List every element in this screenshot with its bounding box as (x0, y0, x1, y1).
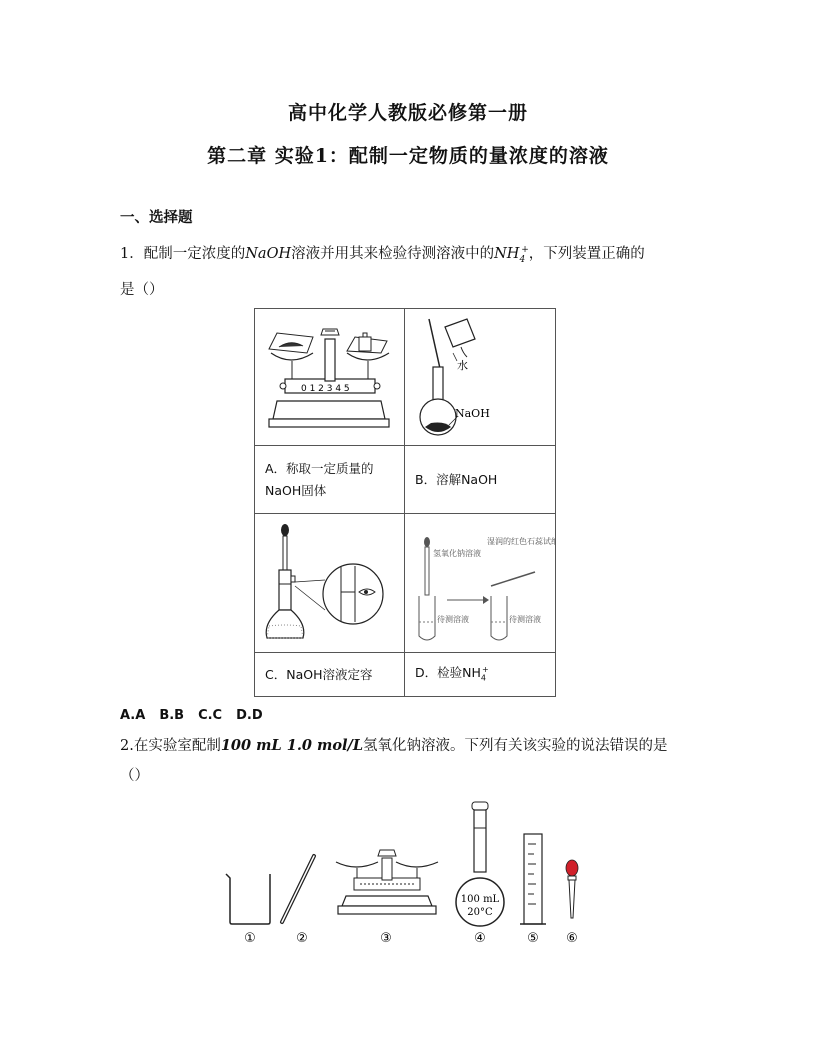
beaker-icon (226, 874, 270, 924)
figure-a-balance (255, 309, 405, 446)
ammonium-test-illustration (405, 514, 555, 648)
q2-text-pre: 2.在实验室配制 (120, 738, 221, 754)
q1-figure-table (254, 308, 556, 697)
figure-c-caption: C．NaOH溶液定容 (255, 653, 405, 697)
option-c[interactable]: C.C (198, 708, 223, 723)
q2-text-line2: （） (120, 768, 149, 784)
svg-text:待测溶液: 待测溶液 (509, 615, 541, 624)
section-heading: 一、选择题 (120, 210, 193, 226)
flask-label-volume: 100 mL (460, 894, 500, 905)
option-d[interactable]: D.D (236, 708, 263, 723)
q1-text-mid: 溶液并用其来检验待测溶液中的 (291, 245, 495, 262)
q2-apparatus-figure (210, 798, 610, 950)
balance-icon (336, 850, 438, 914)
graduated-cylinder-icon (520, 834, 546, 924)
label-2: ② (296, 931, 308, 946)
dropper-icon (566, 860, 578, 918)
flask-dropper-magnifier-illustration (255, 514, 403, 648)
label-5: ⑤ (527, 931, 539, 946)
q1-text-line2: 是（） (120, 281, 164, 298)
q1-formula-naoh: NaOH (245, 245, 292, 262)
flask-label-temp: 20°C (467, 907, 493, 918)
q1-formula-nh4: $NH_4^+$ (494, 245, 529, 265)
volumetric-flask-dissolving-illustration (405, 309, 555, 441)
option-a[interactable]: A.A (120, 708, 146, 723)
figure-d-test (405, 514, 556, 653)
figure-b-dissolve (405, 309, 556, 446)
q1-text-post: ，下列装置正确的 (528, 245, 645, 262)
label-6: ⑥ (566, 931, 578, 946)
figure-c-fixvolume (255, 514, 405, 653)
q1-options (120, 708, 277, 723)
label-4: ④ (474, 931, 486, 946)
option-b[interactable]: B.B (159, 708, 185, 723)
question-1-stem (120, 235, 700, 305)
svg-text:NaOH: NaOH (455, 407, 490, 420)
glass-rod-icon (282, 856, 314, 922)
q1-text-pre: 1．配制一定浓度的 (120, 245, 246, 262)
q2-text-post: 氢氧化钠溶液。下列有关该实验的说法错误的是 (363, 738, 668, 754)
svg-text:0 1 2 3 4 5: 0 1 2 3 4 5 (301, 384, 350, 394)
label-1: ① (244, 931, 256, 946)
figure-d-caption: D．检验$NH_4^+$ (405, 653, 556, 697)
figure-b-caption: B．溶解NaOH (405, 446, 556, 514)
document-title: 高中化学人教版必修第一册 (287, 102, 528, 124)
label-3: ③ (380, 931, 392, 946)
question-2-stem (120, 731, 710, 791)
q2-amount: 100 mL 1.0 mol/L (220, 737, 364, 754)
svg-text:待测溶液: 待测溶液 (437, 615, 469, 624)
svg-text:氢氧化钠溶液: 氢氧化钠溶液 (433, 549, 481, 558)
balance-weighing-illustration (255, 309, 403, 441)
document-subtitle: 第二章 实验1：配制一定物质的量浓度的溶液 (207, 145, 609, 167)
svg-text:湿润的红色石蕊试纸: 湿润的红色石蕊试纸 (487, 537, 555, 546)
svg-text:水: 水 (457, 359, 468, 372)
figure-a-caption: A．称取一定质量的 NaOH固体 (255, 446, 405, 514)
volumetric-flask-icon (456, 802, 504, 926)
